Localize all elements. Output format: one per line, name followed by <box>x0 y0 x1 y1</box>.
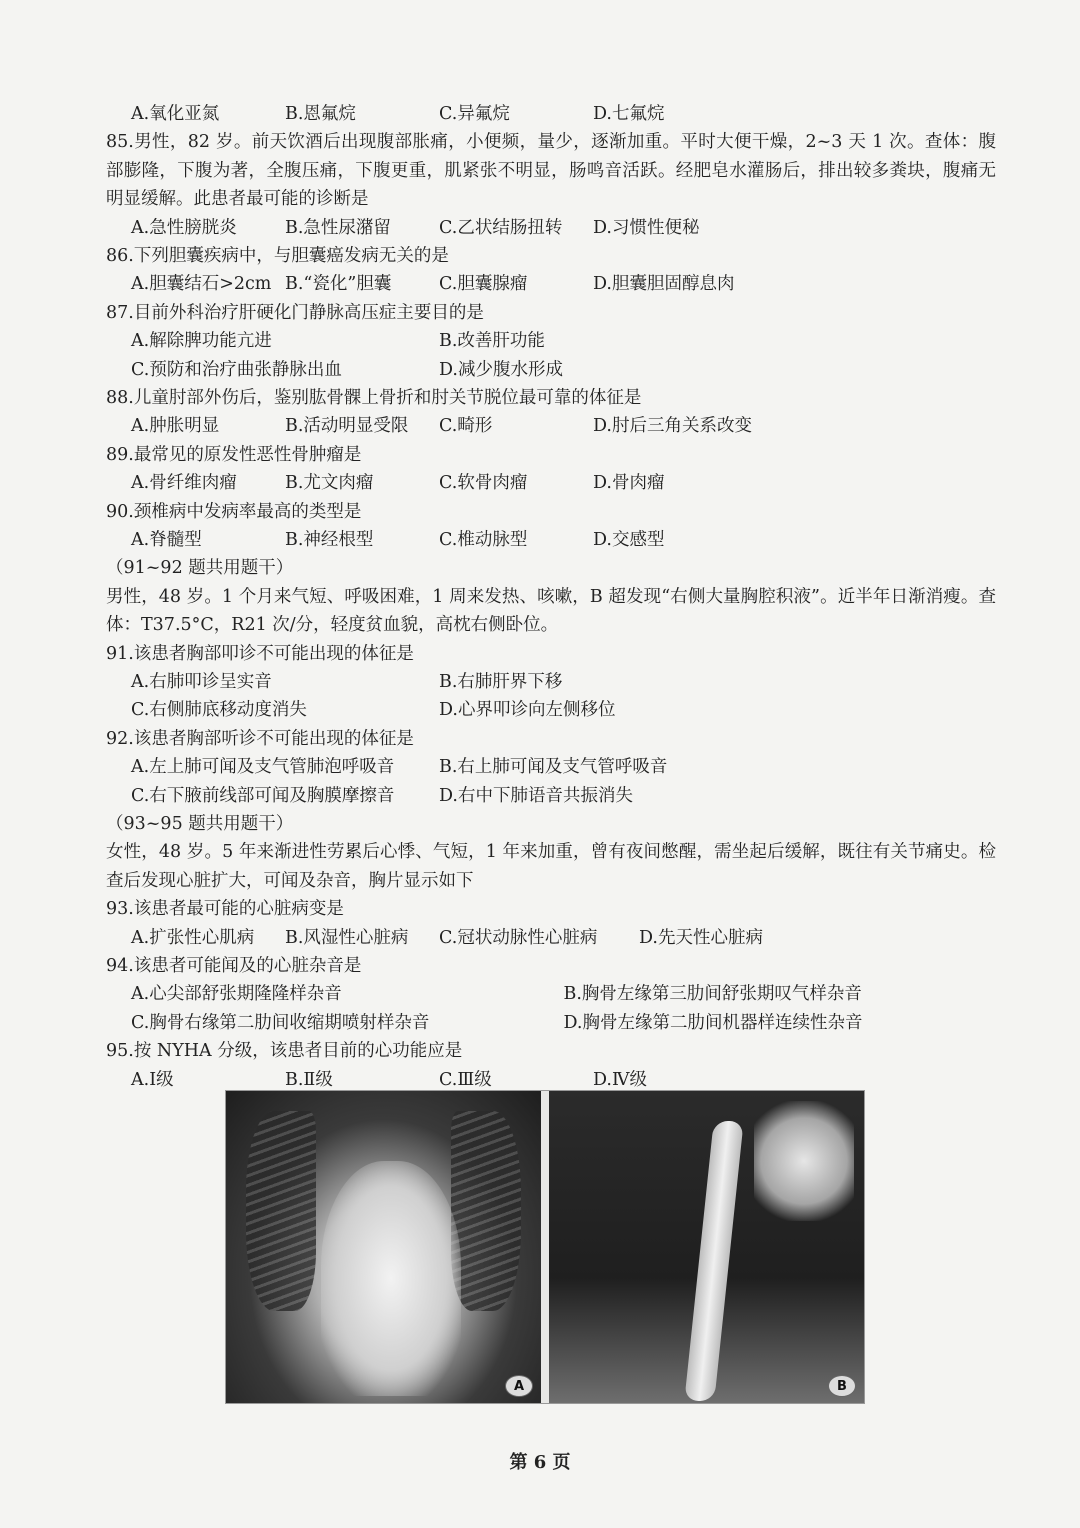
heart-shadow <box>321 1161 461 1396</box>
option: B.风湿性心脏病 <box>285 927 409 948</box>
option: D.Ⅳ级 <box>593 1069 647 1090</box>
option: C.预防和治疗曲张静脉出血 <box>131 359 342 380</box>
option: A.胆囊结石>2cm <box>131 274 272 295</box>
option: D.习惯性便秘 <box>593 217 700 238</box>
q85-stem: 85.男性，82 岁。前天饮酒后出现腹部胀痛，小便频，量少，逐渐加重。平时大便干燥，2~3 天 1 次。查体：腹部膨隆，下腹为著，全腹压痛，下腹更重，肌紧张不明显，肠鸣音活跃。经肥皂水灌肠后，排出较多粪块，腹痛无明显缓解。此患者最可能的诊断是 <box>106 132 996 210</box>
option: D.七氟烷 <box>593 104 665 124</box>
q87-options-row1 <box>106 327 996 355</box>
option: B.胸骨左缘第三肋间舒张期叹气样杂音 <box>563 984 862 1005</box>
xray-panel-b <box>549 1091 864 1403</box>
q94-options-row2 <box>106 1009 996 1037</box>
group1-header: （91~92 题共用题干） <box>106 558 294 579</box>
option: D.心界叩诊向左侧移位 <box>439 700 616 721</box>
option: C.右下腋前线部可闻及胸膜摩擦音 <box>131 785 395 806</box>
option: C.冠状动脉性心脏病 <box>439 927 598 948</box>
q84-options <box>106 100 996 128</box>
option: C.Ⅲ级 <box>439 1069 492 1090</box>
opacity-shadow <box>754 1101 854 1221</box>
option: D.骨肉瘤 <box>593 473 665 494</box>
xray-panel-a <box>226 1091 541 1403</box>
lung-shadow <box>451 1111 521 1311</box>
option: D.胆囊胆固醇息肉 <box>593 274 735 295</box>
group2-header: （93~95 题共用题干） <box>106 814 294 835</box>
option: D.右中下肺语音共振消失 <box>439 785 633 806</box>
option: C.畸形 <box>439 416 493 437</box>
option: D.减少腹水形成 <box>439 359 563 380</box>
option: A.氧化亚氮 <box>131 104 220 124</box>
option: A.心尖部舒张期隆隆样杂音 <box>131 984 342 1005</box>
q91-options-row1 <box>106 668 996 696</box>
q94-stem: 94.该患者可能闻及的心脏杂音是 <box>106 956 362 977</box>
option: A.左上肺可闻及支气管肺泡呼吸音 <box>131 757 395 778</box>
option: C.软骨肉瘤 <box>439 473 528 494</box>
barium-esophagus <box>684 1121 743 1401</box>
q89-options <box>106 469 996 497</box>
q88-stem: 88.儿童肘部外伤后，鉴别肱骨髁上骨折和肘关节脱位最可靠的体征是 <box>106 388 642 409</box>
option: B.尤文肉瘤 <box>285 473 374 494</box>
chest-xray-figure <box>225 1090 865 1404</box>
panel-label-b: B <box>828 1375 856 1397</box>
option: D.肘后三角关系改变 <box>593 416 752 437</box>
option: B.右肺肝界下移 <box>439 672 563 693</box>
option: A.急性膀胱炎 <box>131 217 237 238</box>
option: C.乙状结肠扭转 <box>439 217 563 238</box>
option: C.右侧肺底移动度消失 <box>131 700 307 721</box>
q92-options-row1 <box>106 753 996 781</box>
option: B.“瓷化”胆囊 <box>285 274 392 295</box>
q90-stem: 90.颈椎病中发病率最高的类型是 <box>106 501 362 522</box>
option: B.活动明显受限 <box>285 416 409 437</box>
q92-stem: 92.该患者胸部听诊不可能出现的体征是 <box>106 728 414 749</box>
q86-stem: 86.下列胆囊疾病中，与胆囊癌发病无关的是 <box>106 246 449 267</box>
option: C.胸骨右缘第二肋间收缩期喷射样杂音 <box>131 1012 430 1033</box>
option: B.改善肝功能 <box>439 331 545 352</box>
question-list <box>106 100 996 1094</box>
option: A.解除脾功能亢进 <box>131 331 272 352</box>
option: B.急性尿潴留 <box>285 217 391 238</box>
option: B.右上肺可闻及支气管呼吸音 <box>439 757 668 778</box>
option: A.脊髓型 <box>131 530 202 551</box>
q95-stem: 95.按 NYHA 分级，该患者目前的心功能应是 <box>106 1041 463 1062</box>
option: D.胸骨左缘第二肋间机器样连续性杂音 <box>563 1012 863 1033</box>
option: B.神经根型 <box>285 530 374 551</box>
group2-stem: 女性，48 岁。5 年来渐进性劳累后心悸、气短，1 年来加重，曾有夜间憋醒，需坐起后缓解，既往有关节痛史。检查后发现心脏扩大，可闻及杂音，胸片显示如下 <box>106 842 996 891</box>
option: A.扩张性心肌病 <box>131 927 255 948</box>
group1-stem: 男性，48 岁。1 个月来气短、呼吸困难，1 周来发热、咳嗽，B 超发现“右侧大量胸腔积液”。近半年日渐消瘦。查体：T37.5°C，R21 次/分，轻度贫血貌，高枕右侧卧位。 <box>106 586 996 636</box>
option: A.右肺叩诊呈实音 <box>131 672 272 693</box>
page-number: 第 6 页 <box>509 1452 571 1473</box>
q85-options <box>106 214 996 242</box>
q92-options-row2 <box>106 782 996 810</box>
q87-options-row2 <box>106 356 996 384</box>
option: D.先天性心脏病 <box>639 927 763 948</box>
q93-stem: 93.该患者最可能的心脏病变是 <box>106 899 344 920</box>
q88-options <box>106 412 996 440</box>
option: A.肿胀明显 <box>131 416 220 437</box>
option: C.异氟烷 <box>439 104 510 124</box>
option: B.Ⅱ级 <box>285 1069 333 1090</box>
q93-options <box>106 924 996 952</box>
q89-stem: 89.最常见的原发性恶性骨肿瘤是 <box>106 444 362 465</box>
option: C.胆囊腺瘤 <box>439 274 528 295</box>
option: A.Ⅰ级 <box>131 1069 174 1090</box>
option: B.恩氟烷 <box>285 104 356 124</box>
option: A.骨纤维肉瘤 <box>131 473 237 494</box>
q91-options-row2 <box>106 696 996 724</box>
lung-shadow <box>246 1111 316 1311</box>
option: D.交感型 <box>593 530 665 551</box>
q94-options-row1 <box>106 980 996 1008</box>
q87-stem: 87.目前外科治疗肝硬化门静脉高压症主要目的是 <box>106 302 484 323</box>
q90-options <box>106 526 996 554</box>
option: C.椎动脉型 <box>439 530 528 551</box>
panel-label-a: A <box>505 1375 533 1397</box>
q86-options <box>106 270 996 298</box>
q91-stem: 91.该患者胸部叩诊不可能出现的体征是 <box>106 643 414 664</box>
